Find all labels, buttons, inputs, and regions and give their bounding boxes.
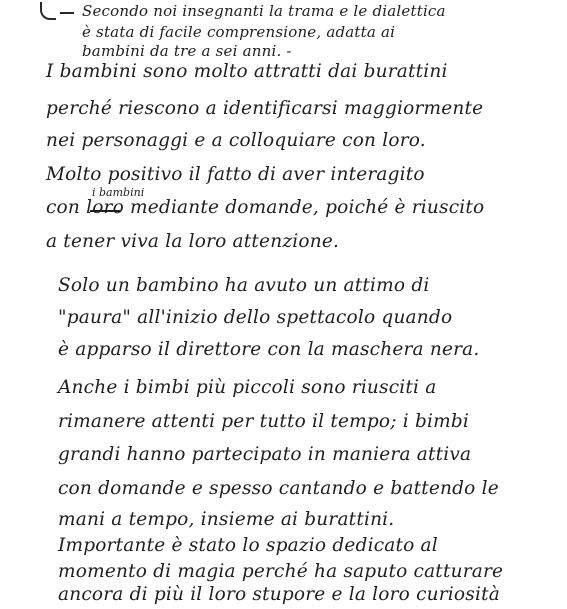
margin-hook-mark [40, 2, 56, 20]
text-line-9: a tener viva la loro attenzione. [46, 231, 340, 252]
text-line-16: con domande e spesso cantando e battendo le [58, 478, 499, 499]
strikethrough-mark [90, 210, 120, 212]
text-line-4: I bambini sono molto attratti dai burattini [46, 61, 448, 82]
text-line-12: è apparso il direttore con la maschera nera. [58, 339, 480, 360]
dash-mark [60, 12, 74, 14]
text-line-1: Secondo noi insegnanti la trama e le dialettica [82, 2, 446, 20]
text-line-13: Anche i bimbi più piccoli sono riusciti a [58, 377, 437, 398]
text-line-8: con loro mediante domande, poiché è riuscito [46, 197, 485, 218]
text-line-17: mani a tempo, insieme ai burattini. [58, 509, 395, 530]
text-line-15: grandi hanno partecipato in maniera attiva [58, 444, 472, 465]
text-line-2: è stata di facile comprensione, adatta ai [82, 23, 396, 41]
insertion-note: i bambini [92, 186, 145, 199]
text-line-10: Solo un bambino ha avuto un attimo di [58, 275, 430, 296]
text-line-19: momento di magia perché ha saputo catturare [58, 561, 504, 582]
text-line-18: Importante è stato lo spazio dedicato al [58, 535, 438, 556]
text-line-5: perché riescono a identificarsi maggiormente [46, 98, 484, 119]
text-line-20: ancora di più il loro stupore e la loro curiosità [58, 584, 500, 605]
text-line-7: Molto positivo il fatto di aver interagito [46, 164, 425, 185]
text-line-3: bambini da tre a sei anni. - [82, 42, 292, 60]
text-line-6: nei personaggi e a colloquiare con loro. [46, 130, 426, 151]
text-line-11: "paura" all'inizio dello spettacolo quando [58, 307, 453, 328]
text-line-14: rimanere attenti per tutto il tempo; i bimbi [58, 411, 470, 432]
